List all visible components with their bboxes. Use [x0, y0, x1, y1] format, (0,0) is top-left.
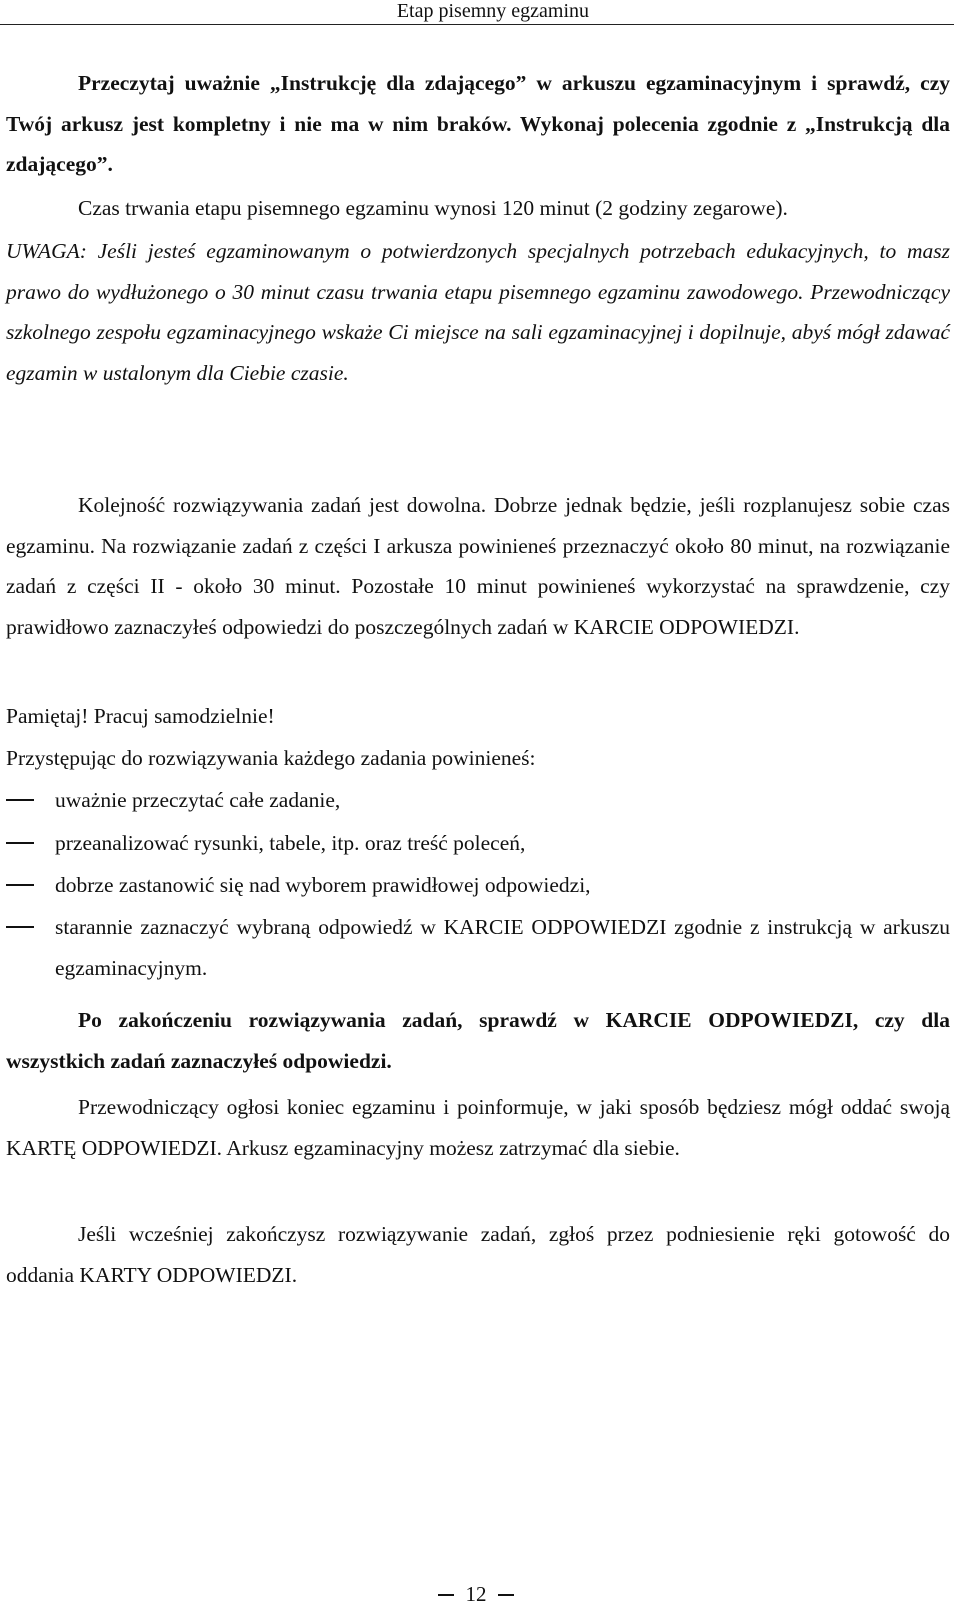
- dash-bullet-icon: [6, 799, 34, 801]
- list-item-text: przeanalizować rysunki, tabele, itp. oraz treść poleceń,: [55, 831, 526, 855]
- early-finish-paragraph: Jeśli wcześniej zakończysz rozwiązywanie zadań, zgłoś przez podniesienie ręki gotowość do oddania KARTY ODPOWIEDZI.: [6, 1222, 950, 1287]
- list-item: [6, 823, 950, 865]
- header-title: Etap pisemny egzaminu: [396, 0, 589, 22]
- dash-bullet-icon: [6, 926, 34, 928]
- list-item: [6, 907, 950, 988]
- page-number: 12: [436, 1581, 516, 1607]
- list-item-text: starannie zaznaczyć wybraną odpowiedź w KARCIE ODPOWIEDZI zgodnie z instrukcją w arkuszu egzaminacyjnym.: [55, 915, 950, 980]
- list-item-text: dobrze zastanowić się nad wyborem prawidłowej odpowiedzi,: [55, 873, 591, 897]
- task-order-paragraph: Kolejność rozwiązywania zadań jest dowolna. Dobrze jednak będzie, jeśli rozplanujesz sobie czas egzaminu. Na rozwiązanie zadań z części I arkusza powinieneś przeznaczyć około 80 minut, na rozwiązanie zadań z części II - około 30 minut. Pozostałe 10 minut powinieneś wykorzystać na sprawdzenie, czy prawidłowo zaznaczyłeś odpowiedzi do poszczególnych zadań w KARCIE ODPOWIEDZI.: [6, 493, 950, 639]
- steps-list: [6, 780, 950, 988]
- steps-intro: Przystępując do rozwiązywania każdego zadania powinieneś:: [6, 746, 536, 770]
- list-item-text: uważnie przeczytać całe zadanie,: [55, 788, 341, 812]
- reminder-line: Pamiętaj! Pracuj samodzielnie!: [6, 704, 275, 728]
- exam-duration-paragraph: Czas trwania etapu pisemnego egzaminu wynosi 120 minut (2 godziny zegarowe).: [78, 196, 788, 220]
- exam-end-paragraph: Przewodniczący ogłosi koniec egzaminu i poinformuje, w jaki sposób będziesz mógł oddać swoją KARTĘ ODPOWIEDZI. Arkusz egzaminacyjny możesz zatrzymać dla siebie.: [6, 1095, 950, 1160]
- page-footer: [0, 1582, 960, 1609]
- final-check-paragraph: Po zakończeniu rozwiązywania zadań, sprawdź w KARCIE ODPOWIEDZI, czy dla wszystkich zadań zaznaczyłeś odpowiedzi.: [6, 1008, 950, 1073]
- page-header: [0, 0, 954, 25]
- dash-bullet-icon: [6, 884, 34, 886]
- instruction-paragraph: Przeczytaj uważnie „Instrukcję dla zdającego” w arkuszu egzaminacyjnym i sprawdź, czy Twój arkusz jest kompletny i nie ma w nim braków. Wykonaj polecenia zgodnie z „Instrukcją dla zdającego”.: [6, 71, 950, 176]
- list-item: [6, 865, 950, 907]
- special-needs-note: UWAGA: Jeśli jesteś egzaminowanym o potwierdzonych specjalnych potrzebach edukacyjnych, to masz prawo do wydłużonego o 30 minut czasu trwania etapu pisemnego egzaminu zawodowego. Przewodniczący szkolnego zespołu egzaminacyjnego wskaże Ci miejsce na sali egzaminacyjnej i dopilnuje, abyś mógł zdawać egzamin w ustalonym dla Ciebie czasie.: [6, 239, 950, 385]
- dash-bullet-icon: [6, 842, 34, 844]
- list-item: [6, 780, 950, 823]
